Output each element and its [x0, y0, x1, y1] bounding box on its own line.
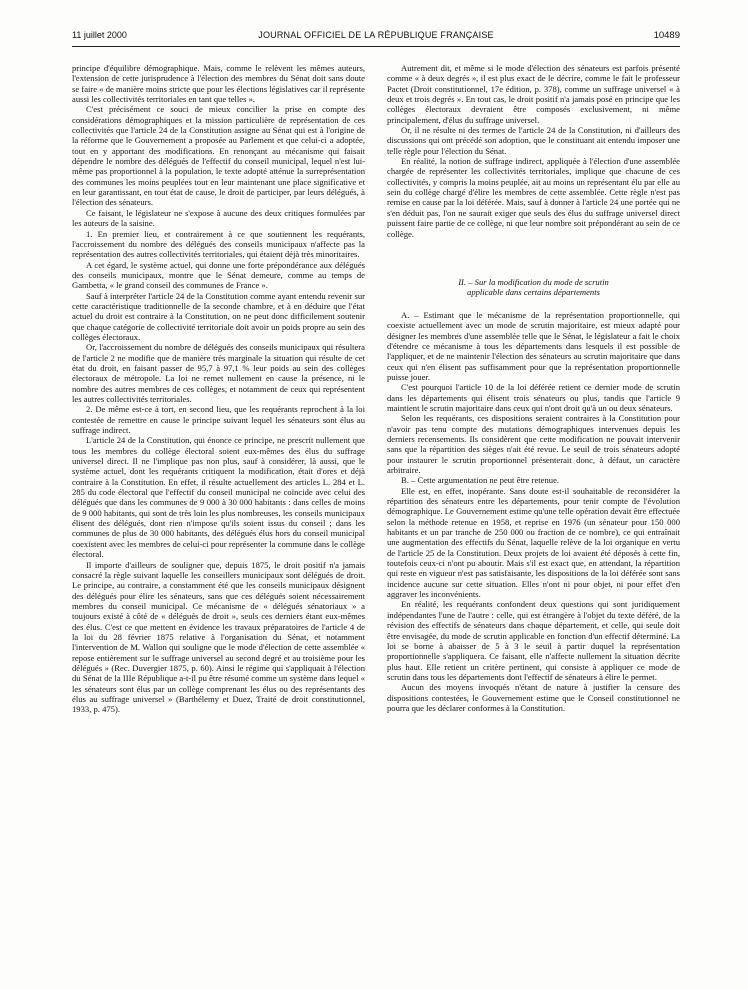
right-column	[387, 63, 680, 963]
section-heading-line: applicable dans certains départements	[467, 287, 600, 298]
paragraph: Autrement dit, et même si le mode d'élection des sénateurs est parfois présenté comme « à deux degrés », il est plus exact de le décrire, comme le fait le professeur Pactet (Droit constitutionnel, 17e édition, p. 378), comme un suffrage universel « à deux et trois degrés ». En tout cas, le droit positif n'a jamais posé en principe que les collèges électoraux devraient être composés exclusivement, ni même principalement, d'élus du suffrage universel.	[387, 63, 680, 125]
paragraph: A. – Estimant que le mécanisme de la représentation proportionnelle, qui coexiste actuellement avec un mode de scrutin majoritaire, est mieux adapté pour désigner les membres d'une assemblée telle que le Sénat, le législateur a fait le choix d'étendre ce mécanisme à tous les départements dans lesquels il est possible de l'appliquer, et de ne maintenir l'élection des sénateurs au scrutin majoritaire que dans ceux qui n'en élisent pas suffisamment pour que la représentation proportionnelle puisse jouer.	[387, 309, 680, 382]
paragraph: Or, il ne résulte ni des termes de l'article 24 de la Constitution, ni d'ailleurs des discussions qui ont précédé son adoption, que le constituant ait entendu imposer une telle règle pour l'élection du Sénat.	[387, 125, 680, 156]
paragraph: 2. De même est-ce à tort, en second lieu, que les requérants reprochent à la loi contestée de remettre en cause le principe suivant lequel les sénateurs sont élus au suffrage indirect.	[72, 404, 365, 436]
paragraph: principe d'équilibre démographique. Mais, comme le relèvent les mêmes auteurs, l'extension de cette jurisprudence à l'élection des membres du Sénat doit sans doute se faire « de manière moins stricte que pour les élections législatives car il représente aussi les collectivités territoriales en tant que telles ».	[72, 63, 365, 105]
paragraph: C'est précisément ce souci de mieux concilier la prise en compte des considérations démographiques et la mission particulière de représentation de ces collectivités que l'article 24 de la Constitution assigne au Sénat qui est à l'origine de la réforme que le Gouvernement a proposée au Parlement et que celui-ci a adoptée, tout en y apportant des modifications. En renonçant au mécanisme qui faisait dépendre le nombre des délégués de l'effectif du conseil municipal, lequel n'est lui-même pas proportionnel à la population, le texte adopté atténue la surreprésentation des communes les moins peuplées tout en leur maintenant une place significative et en leur garantissant, en tout état de cause, le droit de participer, par leurs délégués, à l'élection des sénateurs.	[72, 104, 365, 208]
paragraph: Selon les requérants, ces dispositions seraient contraires à la Constitution pour n'avoir pas tenu compte des mutations démographiques intervenues depuis les derniers recensements. Ils considèrent que cette modification ne pouvait intervenir sans que la répartition des sièges n'ait été revue. Le seuil de trois sénateurs adopté pour instaurer le scrutin proportionnel présenterait donc, à défaut, un caractère arbitraire.	[387, 413, 680, 475]
section-heading	[387, 277, 680, 298]
paragraph: Aucun des moyens invoqués n'étant de nature à justifier la censure des dispositions contestées, le Gouvernement estime que le Conseil constitutionnel ne pourra que les déclarer conformes à la Constitution.	[387, 682, 680, 713]
left-column	[72, 63, 365, 963]
paragraph: A cet égard, le système actuel, qui donne une forte prépondérance aux délégués des conseils municipaux, montre que le Sénat demeure, comme au temps de Gambetta, « le grand conseil des communes de France ».	[72, 259, 365, 291]
paragraph: En réalité, les requérants confondent deux questions qui sont juridiquement indépendantes l'une de l'autre : celle, qui est étrangère à l'objet du texte déféré, de la révision des effectifs de sénateurs dans chaque département, et celle, qui seule doit être envisagée, du mode de scrutin applicable en fonction d'un effectif déterminé. La loi se borne à abaisser de 5 à 3 le seuil à partir duquel la représentation proportionnelle s'appliquera. Ce faisant, elle n'affecte nullement la situation décrite plus haut. Elle retient un critère pertinent, qui consiste à appliquer ce mode de scrutin dans tous les départements dont l'effectif de sénateurs à élire le permet.	[387, 599, 680, 682]
paragraph: Ce faisant, le législateur ne s'expose à aucune des deux critiques formulées par les auteurs de la saisine.	[72, 207, 365, 229]
page-header	[72, 28, 680, 44]
header-rule	[72, 46, 680, 47]
paragraph: L'article 24 de la Constitution, qui énonce ce principe, ne prescrit nullement que tous les membres du collège électoral soient eux-mêmes des élus du suffrage universel direct. Il ne l'implique pas non plus, sauf à considérer, là aussi, que le système actuel, dont les requérants critiquent la modification, était d'ores et déjà contraire à la Constitution. En effet, il résulte actuellement des articles L. 284 et L. 285 du code électoral que l'effectif du conseil municipal ne coïncide avec celui des délégués que dans les communes de 9 000 à 30 000 habitants : dans celles de moins de 9 000 habitants, qui sont de très loin les plus nombreuses, les conseils municipaux élisent des délégués, dont rien n'impose qu'ils soient issus du conseil ; dans les communes de plus de 30 000 habitants, des délégués élus hors du conseil municipal coexistent avec les membres de celui-ci pour représenter la commune dans le collège électoral.	[72, 435, 365, 560]
paragraph: En réalité, la notion de suffrage indirect, appliquée à l'élection d'une assemblée chargée de représenter les collectivités territoriales, implique que chacune de ces collectivités, y compris la moins peuplée, ait au moins un représentant élu par elle au sein du collège chargé d'élire les membres de cette assemblée. Cette règle n'est pas remise en cause par la loi déférée. Mais, sauf à donner à l'article 24 une portée qui ne s'en déduit pas, l'on ne saurait exiger que seuls des élus du suffrage universel direct puissent faire partie de ce collège, ni que leur nombre soit prépondérant au sein de ce collège.	[387, 156, 680, 239]
section-heading-line: II. – Sur la modification du mode de scrutin	[458, 276, 609, 287]
subsection-heading: B. – Cette argumentation ne peut être retenue.	[401, 475, 560, 486]
header-date: 11 juillet 2000	[72, 30, 127, 40]
paragraph: Il importe d'ailleurs de souligner que, depuis 1875, le droit positif n'a jamais consacré la règle suivant laquelle les conseillers municipaux sont délégués de droit. Le principe, au contraire, a constamment été que les conseils municipaux désignent des délégués pour élire les sénateurs, sans que ces délégués soient nécessairement membres du conseil municipal. Ce mécanisme de « délégués sénatoriaux » a toujours existé à côté de « délégués de droit », seuls ces derniers étant eux-mêmes des élus. C'est ce que mettent en évidence les travaux préparatoires de l'article 4 de la loi du 28 février 1875 relative à l'organisation du Sénat, et notamment l'intervention de M. Wallon qui souligne que le mode d'élection de cette assemblée « repose entièrement sur le suffrage universel au second degré et au troisième pour les délégués » (Rec. Duvergier 1875, p. 60). Ainsi le régime qui s'appliquait à l'élection du Sénat de la IIIe République a-t-il pu être résumé comme un système dans lequel « les sénateurs sont élus par un collège comprenant les élus ou des représentants des élus au suffrage universel » (Barthélemy et Duez, Traité de droit constitutionnel, 1933, p. 475).	[72, 559, 365, 715]
paragraph: C'est pourquoi l'article 10 de la loi déférée retient ce dernier mode de scrutin dans les départements qui élisent trois sénateurs ou plus, tandis que l'article 9 maintient le scrutin majoritaire dans ceux qui n'ont droit qu'à un ou deux sénateurs.	[387, 382, 680, 413]
paragraph: Elle est, en effet, inopérante. Sans doute est-il souhaitable de reconsidérer la répartition des sénateurs entre les départements, pour tenir compte de l'évolution démographique. Le Gouvernement estime qu'une telle opération devait être effectuée selon la méthode retenue en 1958, et reprise en 1976 (un sénateur pour 150 000 habitants et un par tranche de 250 000 ou fraction de ce nombre), ce qui entraînait une augmentation des effectifs du Sénat, laquelle relève de la loi organique en vertu de l'article 25 de la Constitution. Deux projets de loi avaient été déposés à cette fin, toutefois ceux-ci n'ont pu aboutir. Mais s'il est exact que, en attendant, la répartition qui reste en vigueur n'est pas satisfaisante, les dispositions de la loi déférée sont sans incidence aucune sur cette situation. Elles n'ont ni pour objet, ni pour effet d'en aggraver les inconvénients.	[387, 485, 680, 600]
paragraph: Or, l'accroissement du nombre de délégués des conseils municipaux qui résultera de l'article 2 ne modifie que de manière très marginale la situation qui résulte de cet état du droit, en faisant passer de 95,7 à 97,1 % leur poids au sein des collèges électoraux de métropole. La loi ne remet nullement en cause la présence, ni le nombre des autres membres de ces collèges, et notamment de ceux qui représentent les autres collectivités territoriales.	[72, 342, 365, 404]
paragraph: 1. En premier lieu, et contrairement à ce que soutiennent les requérants, l'accroissement du nombre des délégués des conseils municipaux n'affecte pas la représentation des autres collectivités territoriales, qui étaient déjà très minoritaires.	[72, 228, 365, 260]
paragraph: Sauf à interpréter l'article 24 de la Constitution comme ayant entendu revenir sur cette caractéristique traditionnelle de la seconde chambre, et à en déduire que l'état actuel du droit est contraire à la Constitution, on ne peut donc difficilement soutenir que chaque catégorie de collectivité territoriale doit avoir un poids propre au sein des collèges électoraux.	[72, 290, 365, 342]
header-page-number: 10489	[653, 30, 680, 41]
header-title: JOURNAL OFFICIEL DE LA RÉPUBLIQUE FRANÇAISE	[258, 30, 494, 40]
